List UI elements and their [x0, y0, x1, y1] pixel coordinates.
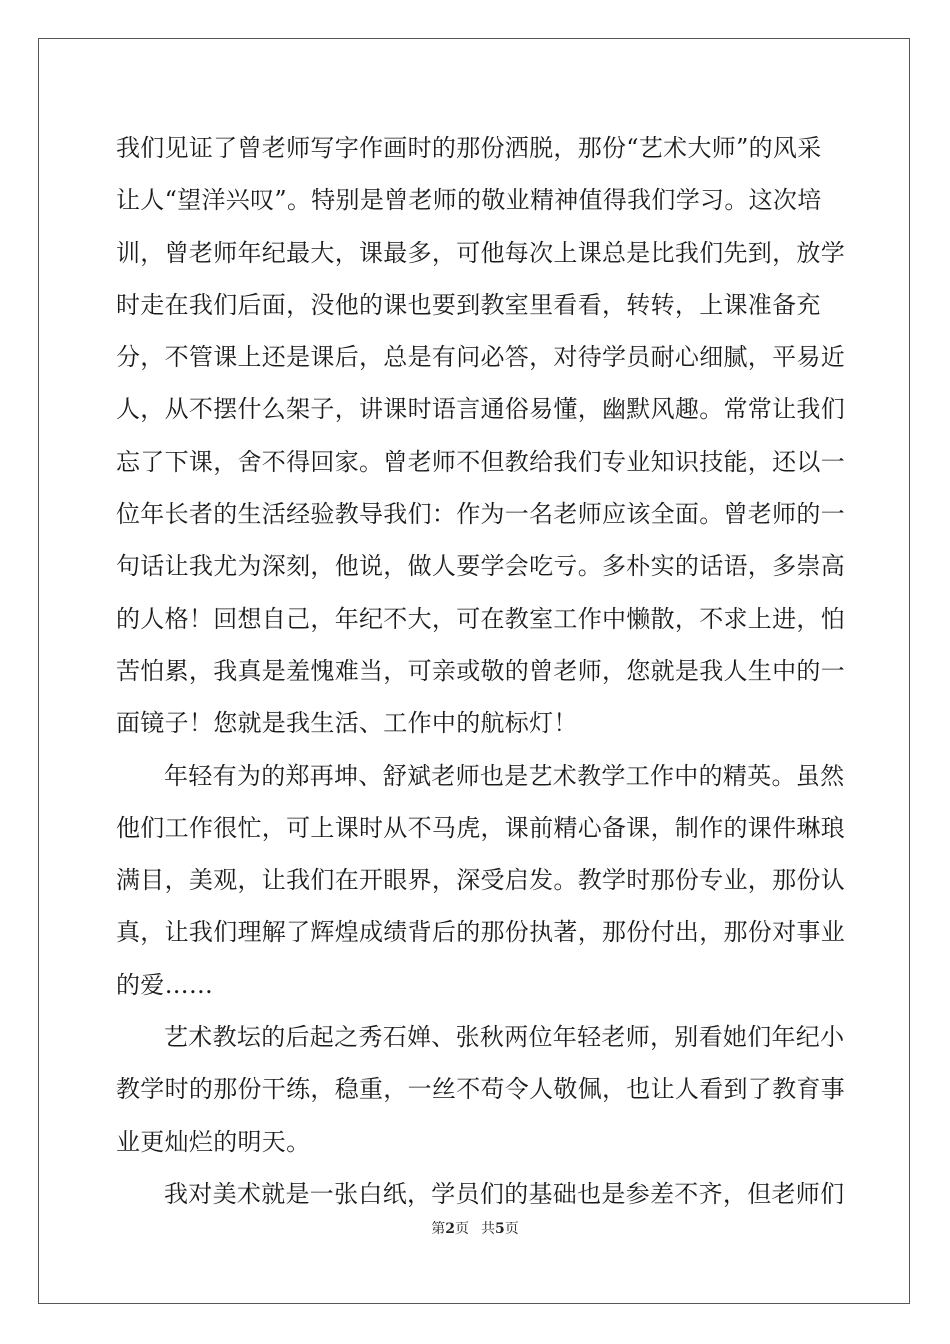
text-line: 的爱…… [116, 970, 214, 999]
text-line: 句话让我尤为深刻，他说，做人要学会吃亏。多朴实的话语，多崇高 [116, 552, 845, 581]
text-line: 分，不管课上还是课后，总是有问必答，对待学员耐心细腻，平易近 [116, 343, 845, 372]
text-line: 时走在我们后面，没他的课也要到教室里看看，转转，上课准备充 [116, 290, 821, 319]
page-prefix: 第 [431, 1221, 446, 1237]
text-line: 满目，美观，让我们在开眼界，深受启发。教学时那份专业，那份认 [116, 866, 845, 895]
total-pages: 5 [495, 1221, 505, 1237]
text-line: 苦怕累，我真是羞愧难当，可亲或敬的曾老师，您就是我人生中的一 [116, 656, 845, 685]
text-line: 业更灿烂的明天。 [116, 1127, 311, 1156]
total-prefix: 共 [481, 1221, 495, 1237]
text-line: 艺术教坛的后起之秀石婵、张秋两位年轻老师，别看她们年纪小 [164, 1023, 845, 1052]
text-line: 训，曾老师年纪最大，课最多，可他每次上课总是比我们先到，放学 [116, 238, 845, 267]
page-suffix: 页 [455, 1221, 469, 1237]
text-line: 教学时的那份干练，稳重，一丝不苟令人敬佩，也让人看到了教育事 [116, 1075, 845, 1104]
text-line: 面镜子！您就是我生活、工作中的航标灯！ [116, 709, 578, 738]
text-line: 我们见证了曾老师写字作画时的那份洒脱，那份“艺术大师”的风采 [116, 134, 822, 162]
text-line: 让人“望洋兴叹”。特别是曾老师的敬业精神值得我们学习。这次培 [116, 186, 822, 215]
total-suffix: 页 [504, 1221, 519, 1237]
text-line: 的人格！回想自己，年纪不大，可在教室工作中懒散，不求上进，怕 [116, 604, 845, 633]
text-line: 位年长者的生活经验教导我们：作为一名老师应该全面。曾老师的一 [116, 500, 845, 529]
text-line: 人，从不摆什么架子，讲课时语言通俗易懂，幽默风趣。常常让我们 [116, 395, 845, 424]
document-body [116, 122, 845, 1220]
text-line: 忘了下课，舍不得回家。曾老师不但教给我们专业知识技能，还以一 [116, 447, 845, 476]
page-number: 2 [445, 1221, 455, 1237]
text-line: 真，让我们理解了辉煌成绩背后的那份执著，那份付出，那份对事业 [116, 918, 845, 947]
page-footer [0, 1218, 950, 1238]
text-line: 我对美术就是一张白纸，学员们的基础也是参差不齐，但老师们 [164, 1179, 845, 1208]
text-line: 他们工作很忙，可上课时从不马虎，课前精心备课，制作的课件琳琅 [116, 813, 845, 842]
text-line: 年轻有为的郑再坤、舒斌老师也是艺术教学工作中的精英。虽然 [164, 761, 845, 790]
